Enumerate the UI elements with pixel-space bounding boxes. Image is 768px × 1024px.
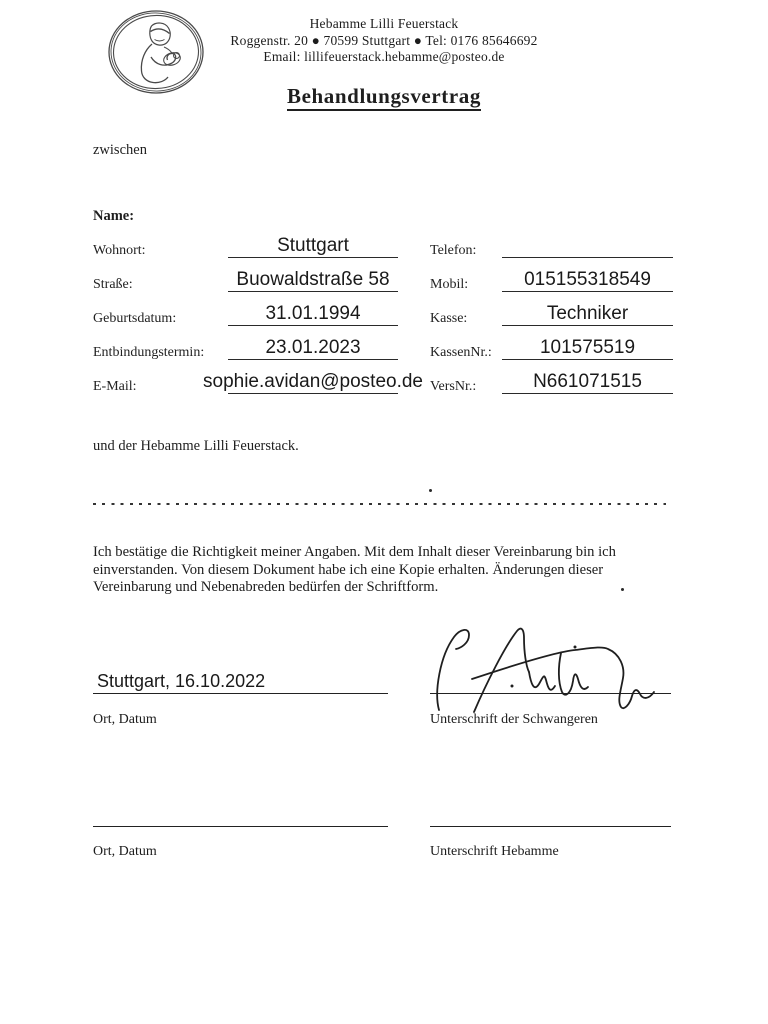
- wohnort-value: Stuttgart: [277, 235, 349, 256]
- mobil-field[interactable]: [502, 265, 673, 292]
- intro-zwischen: zwischen: [93, 142, 147, 158]
- entbindungstermin-field[interactable]: [228, 333, 398, 360]
- wohnort-field[interactable]: [228, 231, 398, 258]
- stray-ink-dot: [429, 489, 432, 492]
- telefon-label: Telefon:: [430, 243, 477, 258]
- kassennr-label: KassenNr.:: [430, 345, 492, 360]
- wohnort-label: Wohnort:: [93, 243, 146, 258]
- kasse-label: Kasse:: [430, 311, 468, 326]
- versnr-field[interactable]: [502, 367, 673, 394]
- kassennr-value: 101575519: [539, 337, 636, 358]
- versnr-label: VersNr.:: [430, 379, 477, 394]
- geburtsdatum-value: 31.01.1994: [265, 303, 361, 324]
- email-label: E-Mail:: [93, 379, 137, 394]
- versnr-value: N661071515: [533, 371, 642, 392]
- entbindungstermin-value: 23.01.2023: [265, 337, 361, 358]
- geburtsdatum-field[interactable]: [228, 299, 398, 326]
- client-place-date-label: Ort, Datum: [93, 712, 157, 727]
- mobil-value: 015155318549: [524, 269, 651, 290]
- kasse-field[interactable]: [502, 299, 673, 326]
- client-signature-label: Unterschrift der Schwangeren: [430, 712, 598, 727]
- telefon-field[interactable]: [502, 231, 673, 258]
- practice-name: Hebamme Lilli Feuerstack: [309, 16, 459, 31]
- dashed-separator: [93, 503, 666, 505]
- agreement-paragraph: Ich bestätige die Richtigkeit meiner Angaben. Mit dem Inhalt dieser Vereinbarung bin ich einverstanden. Von diesem Dokument habe ich eine Kopie erhalten. Änderungen dieser Vereinbarung und Nebenabreden bedürfen der Schriftform.: [93, 544, 616, 596]
- strasse-field[interactable]: [228, 265, 398, 292]
- closing-line: und der Hebamme Lilli Feuerstack.: [93, 438, 299, 454]
- geburtsdatum-label: Geburtsdatum:: [93, 311, 177, 326]
- midwife-signature-field[interactable]: [430, 798, 671, 827]
- midwife-place-date-field[interactable]: [93, 798, 388, 827]
- stray-ink-dot-2: [621, 588, 624, 591]
- client-place-date-field[interactable]: [93, 666, 388, 694]
- mobil-label: Mobil:: [430, 277, 469, 292]
- email-value: sophie.avidan@posteo.de: [203, 371, 424, 392]
- entbindungstermin-label: Entbindungstermin:: [93, 345, 205, 360]
- midwife-signature-label: Unterschrift Hebamme: [430, 844, 559, 859]
- client-place-date-value: Stuttgart, 16.10.2022: [97, 671, 266, 691]
- client-signature-scrawl: [425, 618, 680, 718]
- name-label: Name:: [93, 208, 135, 224]
- strasse-label: Straße:: [93, 277, 133, 292]
- practice-address: Roggenstr. 20 ● 70599 Stuttgart ● Tel: 0176 85646692: [230, 32, 538, 48]
- kassennr-field[interactable]: [502, 333, 673, 360]
- letterhead: [0, 16, 768, 66]
- practice-email: Email: lillifeuerstack.hebamme@posteo.de: [263, 49, 505, 64]
- page-title: Behandlungsvertrag: [0, 84, 768, 109]
- email-field[interactable]: [203, 367, 424, 394]
- kasse-value: Techniker: [546, 303, 629, 324]
- midwife-place-date-label: Ort, Datum: [93, 844, 157, 859]
- strasse-value: Buowaldstraße 58: [236, 269, 390, 290]
